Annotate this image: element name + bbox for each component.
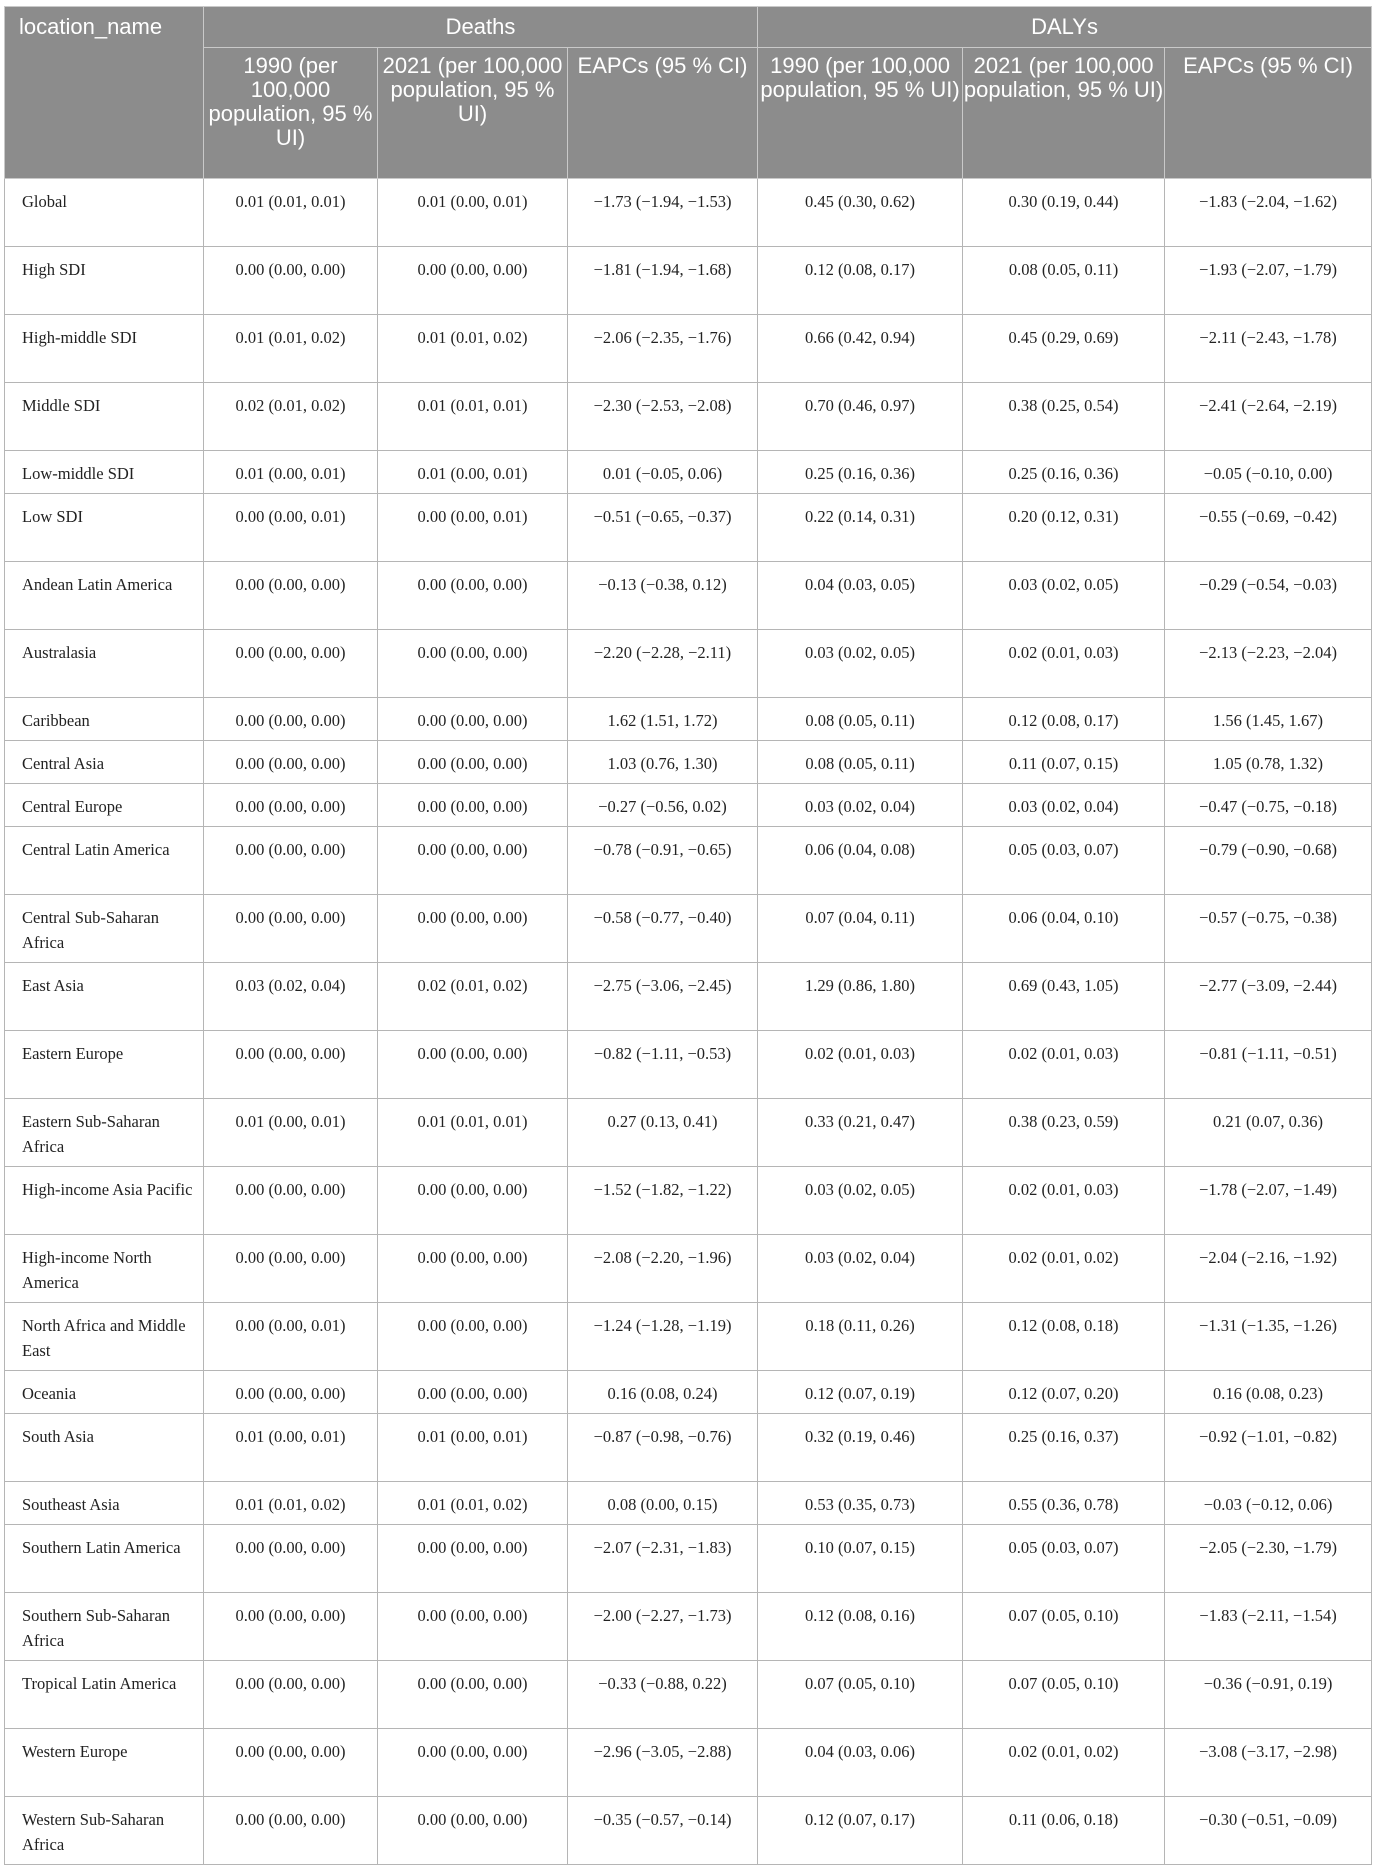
dalys-eapc-cell: −0.03 (−0.12, 0.06)	[1165, 1482, 1372, 1525]
deaths-eapc-cell	[568, 630, 758, 698]
dalys-eapc-cell: −0.55 (−0.69, −0.42)	[1165, 494, 1372, 562]
deaths-1990-cell: 0.01 (0.00, 0.01)	[204, 1099, 378, 1167]
deaths-eapc-cell	[568, 247, 758, 315]
dalys-eapc-cell: −1.93 (−2.07, −1.79)	[1165, 247, 1372, 315]
dalys-2021-cell: 0.06 (0.04, 0.10)	[963, 895, 1165, 963]
table-row	[5, 494, 1372, 562]
deaths-2021-cell: 0.00 (0.00, 0.00)	[378, 1371, 568, 1414]
dalys-2021-cell: 0.25 (0.16, 0.37)	[963, 1414, 1165, 1482]
deaths-eapc-value: 0.08 (0.00, 0.15)	[607, 1495, 718, 1514]
location-name-cell: Western Europe	[5, 1729, 204, 1797]
dalys-2021-cell: 0.03 (0.02, 0.04)	[963, 784, 1165, 827]
deaths-eapc-value: −0.33 (−0.88, 0.22)	[598, 1674, 727, 1693]
dalys-eapc-cell: −2.77 (−3.09, −2.44)	[1165, 963, 1372, 1031]
deaths-eapc-cell	[568, 784, 758, 827]
dalys-2021-cell: 0.20 (0.12, 0.31)	[963, 494, 1165, 562]
dalys-2021-cell: 0.08 (0.05, 0.11)	[963, 247, 1165, 315]
dalys-eapc-cell: −0.79 (−0.90, −0.68)	[1165, 827, 1372, 895]
deaths-1990-cell: 0.01 (0.01, 0.02)	[204, 315, 378, 383]
deaths-2021-cell: 0.01 (0.00, 0.01)	[378, 1414, 568, 1482]
deaths-1990-cell: 0.00 (0.00, 0.00)	[204, 741, 378, 784]
dalys-eapc-cell: −0.57 (−0.75, −0.38)	[1165, 895, 1372, 963]
table-row	[5, 1099, 1372, 1167]
deaths-2021-cell: 0.00 (0.00, 0.00)	[378, 1797, 568, 1865]
dalys-1990-cell: 0.25 (0.16, 0.36)	[758, 451, 963, 494]
location-name-cell: Southern Sub-Saharan Africa	[5, 1593, 204, 1661]
table-header	[5, 7, 1372, 179]
deaths-eapc-value: −0.13 (−0.38, 0.12)	[598, 575, 727, 594]
deaths-1990-cell: 0.01 (0.00, 0.01)	[204, 1414, 378, 1482]
dalys-1990-cell: 0.45 (0.30, 0.62)	[758, 179, 963, 247]
deaths-2021-cell: 0.02 (0.01, 0.02)	[378, 963, 568, 1031]
deaths-2021-cell: 0.01 (0.01, 0.02)	[378, 1482, 568, 1525]
location-name-cell: Southeast Asia	[5, 1482, 204, 1525]
dalys-2021-cell: 0.11 (0.06, 0.18)	[963, 1797, 1165, 1865]
table-row	[5, 315, 1372, 383]
location-name-cell: Low-middle SDI	[5, 451, 204, 494]
location-name-cell: Eastern Europe	[5, 1031, 204, 1099]
location-name-cell: High-middle SDI	[5, 315, 204, 383]
deaths-eapc-cell	[568, 1303, 758, 1371]
location-name-cell: Tropical Latin America	[5, 1661, 204, 1729]
deaths-1990-cell: 0.00 (0.00, 0.00)	[204, 1661, 378, 1729]
deaths-eapc-cell	[568, 494, 758, 562]
dalys-1990-cell: 0.08 (0.05, 0.11)	[758, 741, 963, 784]
deaths-2021-cell: 0.00 (0.00, 0.00)	[378, 1661, 568, 1729]
deaths-1990-cell: 0.00 (0.00, 0.00)	[204, 1167, 378, 1235]
dalys-1990-cell: 0.04 (0.03, 0.06)	[758, 1729, 963, 1797]
deaths-1990-cell: 0.00 (0.00, 0.00)	[204, 630, 378, 698]
deaths-2021-cell: 0.01 (0.00, 0.01)	[378, 179, 568, 247]
table-row	[5, 963, 1372, 1031]
table-row	[5, 1235, 1372, 1303]
table-row	[5, 895, 1372, 963]
dalys-2021-cell: 0.02 (0.01, 0.02)	[963, 1235, 1165, 1303]
dalys-2021-cell: 0.12 (0.07, 0.20)	[963, 1371, 1165, 1414]
deaths-2021-cell: 0.00 (0.00, 0.01)	[378, 494, 568, 562]
deaths-2021-cell: 0.00 (0.00, 0.00)	[378, 1729, 568, 1797]
dalys-1990-cell: 0.66 (0.42, 0.94)	[758, 315, 963, 383]
dalys-eapc-cell: −1.83 (−2.11, −1.54)	[1165, 1593, 1372, 1661]
deaths-eapc-cell	[568, 1482, 758, 1525]
dalys-1990-cell: 0.22 (0.14, 0.31)	[758, 494, 963, 562]
table-row	[5, 179, 1372, 247]
deaths-2021-cell: 0.00 (0.00, 0.00)	[378, 827, 568, 895]
table-row	[5, 247, 1372, 315]
location-name-cell: Eastern Sub-Saharan Africa	[5, 1099, 204, 1167]
deaths-2021-cell: 0.01 (0.00, 0.01)	[378, 451, 568, 494]
deaths-1990-cell: 0.00 (0.00, 0.00)	[204, 1729, 378, 1797]
deaths-eapc-cell	[568, 741, 758, 784]
table-row	[5, 741, 1372, 784]
deaths-1990-cell: 0.00 (0.00, 0.00)	[204, 1235, 378, 1303]
header-deaths: Deaths	[204, 7, 758, 48]
header-deaths-eapc: EAPCs (95 % CI)	[568, 48, 758, 179]
dalys-1990-cell: 0.03 (0.02, 0.05)	[758, 1167, 963, 1235]
table-row	[5, 451, 1372, 494]
deaths-eapc-value: −1.24 (−1.28, −1.19)	[593, 1316, 732, 1335]
dalys-2021-cell: 0.02 (0.01, 0.03)	[963, 1167, 1165, 1235]
deaths-1990-cell: 0.00 (0.00, 0.01)	[204, 1303, 378, 1371]
location-name-cell: Global	[5, 179, 204, 247]
deaths-eapc-value: −0.35 (−0.57, −0.14)	[593, 1810, 732, 1829]
deaths-2021-cell: 0.01 (0.01, 0.02)	[378, 315, 568, 383]
dalys-2021-cell: 0.38 (0.23, 0.59)	[963, 1099, 1165, 1167]
table-row	[5, 698, 1372, 741]
dalys-2021-cell: 0.30 (0.19, 0.44)	[963, 179, 1165, 247]
deaths-eapc-value: −0.82 (−1.11, −0.53)	[593, 1044, 732, 1063]
dalys-eapc-cell: −0.47 (−0.75, −0.18)	[1165, 784, 1372, 827]
header-dalys-eapc: EAPCs (95 % CI)	[1165, 48, 1372, 179]
dalys-1990-cell: 0.12 (0.08, 0.16)	[758, 1593, 963, 1661]
deaths-eapc-cell	[568, 1729, 758, 1797]
deaths-eapc-cell	[568, 1797, 758, 1865]
dalys-eapc-cell: −2.04 (−2.16, −1.92)	[1165, 1235, 1372, 1303]
dalys-2021-cell: 0.55 (0.36, 0.78)	[963, 1482, 1165, 1525]
table-row	[5, 383, 1372, 451]
dalys-1990-cell: 0.04 (0.03, 0.05)	[758, 562, 963, 630]
deaths-eapc-value: −0.27 (−0.56, 0.02)	[598, 797, 727, 816]
dalys-1990-cell: 0.06 (0.04, 0.08)	[758, 827, 963, 895]
location-name-cell: Australasia	[5, 630, 204, 698]
deaths-eapc-cell	[568, 1593, 758, 1661]
deaths-eapc-cell	[568, 895, 758, 963]
dalys-1990-cell: 0.03 (0.02, 0.04)	[758, 784, 963, 827]
deaths-eapc-value: −1.52 (−1.82, −1.22)	[593, 1180, 732, 1199]
dalys-2021-cell: 0.02 (0.01, 0.03)	[963, 1031, 1165, 1099]
dalys-1990-cell: 0.18 (0.11, 0.26)	[758, 1303, 963, 1371]
location-name-cell: Middle SDI	[5, 383, 204, 451]
deaths-1990-cell: 0.00 (0.00, 0.00)	[204, 698, 378, 741]
dalys-1990-cell: 0.02 (0.01, 0.03)	[758, 1031, 963, 1099]
dalys-1990-cell: 1.29 (0.86, 1.80)	[758, 963, 963, 1031]
deaths-eapc-value: −0.87 (−0.98, −0.76)	[593, 1427, 732, 1446]
deaths-1990-cell: 0.00 (0.00, 0.00)	[204, 1797, 378, 1865]
dalys-eapc-cell: −1.78 (−2.07, −1.49)	[1165, 1167, 1372, 1235]
dalys-eapc-cell: −1.83 (−2.04, −1.62)	[1165, 179, 1372, 247]
header-location-name: location_name	[5, 7, 204, 179]
table-row	[5, 1797, 1372, 1865]
dalys-eapc-cell: 1.56 (1.45, 1.67)	[1165, 698, 1372, 741]
dalys-1990-cell: 0.12 (0.07, 0.17)	[758, 1797, 963, 1865]
dalys-eapc-cell: −0.30 (−0.51, −0.09)	[1165, 1797, 1372, 1865]
table-row	[5, 562, 1372, 630]
dalys-eapc-cell: −0.29 (−0.54, −0.03)	[1165, 562, 1372, 630]
deaths-1990-cell: 0.00 (0.00, 0.00)	[204, 1371, 378, 1414]
deaths-2021-cell: 0.00 (0.00, 0.00)	[378, 741, 568, 784]
location-name-cell: East Asia	[5, 963, 204, 1031]
dalys-eapc-cell: −2.05 (−2.30, −1.79)	[1165, 1525, 1372, 1593]
dalys-2021-cell: 0.12 (0.08, 0.17)	[963, 698, 1165, 741]
deaths-1990-cell: 0.00 (0.00, 0.00)	[204, 562, 378, 630]
deaths-2021-cell: 0.00 (0.00, 0.00)	[378, 698, 568, 741]
dalys-1990-cell: 0.12 (0.07, 0.19)	[758, 1371, 963, 1414]
deaths-eapc-value: −0.78 (−0.91, −0.65)	[593, 840, 732, 859]
deaths-eapc-cell	[568, 963, 758, 1031]
dalys-2021-cell: 0.12 (0.08, 0.18)	[963, 1303, 1165, 1371]
deaths-2021-cell: 0.00 (0.00, 0.00)	[378, 1167, 568, 1235]
header-deaths-1990: 1990 (per 100,000 population, 95 % UI)	[204, 48, 378, 179]
table-row	[5, 1303, 1372, 1371]
deaths-eapc-cell	[568, 827, 758, 895]
table-row	[5, 1593, 1372, 1661]
header-dalys-1990: 1990 (per 100,000 population, 95 % UI)	[758, 48, 963, 179]
dalys-1990-cell: 0.10 (0.07, 0.15)	[758, 1525, 963, 1593]
deaths-1990-cell: 0.00 (0.00, 0.01)	[204, 494, 378, 562]
dalys-2021-cell: 0.03 (0.02, 0.05)	[963, 562, 1165, 630]
dalys-2021-cell: 0.05 (0.03, 0.07)	[963, 827, 1165, 895]
dalys-1990-cell: 0.03 (0.02, 0.05)	[758, 630, 963, 698]
location-name-cell: Central Europe	[5, 784, 204, 827]
dalys-1990-cell: 0.08 (0.05, 0.11)	[758, 698, 963, 741]
deaths-eapc-value: −0.51 (−0.65, −0.37)	[593, 507, 732, 526]
deaths-1990-cell: 0.00 (0.00, 0.00)	[204, 1031, 378, 1099]
table-row	[5, 1167, 1372, 1235]
deaths-2021-cell: 0.00 (0.00, 0.00)	[378, 1593, 568, 1661]
dalys-eapc-cell: −2.41 (−2.64, −2.19)	[1165, 383, 1372, 451]
location-name-cell: Andean Latin America	[5, 562, 204, 630]
table-row	[5, 1031, 1372, 1099]
dalys-eapc-cell: −2.11 (−2.43, −1.78)	[1165, 315, 1372, 383]
dalys-1990-cell: 0.33 (0.21, 0.47)	[758, 1099, 963, 1167]
deaths-1990-cell: 0.01 (0.00, 0.01)	[204, 451, 378, 494]
table-row	[5, 1414, 1372, 1482]
deaths-eapc-cell	[568, 451, 758, 494]
deaths-eapc-value: 1.03 (0.76, 1.30)	[607, 754, 718, 773]
deaths-eapc-cell	[568, 562, 758, 630]
deaths-eapc-value: −1.73 (−1.94, −1.53)	[593, 192, 732, 211]
dalys-eapc-cell: 0.16 (0.08, 0.23)	[1165, 1371, 1372, 1414]
deaths-1990-cell: 0.00 (0.00, 0.00)	[204, 895, 378, 963]
deaths-eapc-value: −2.96 (−3.05, −2.88)	[593, 1742, 732, 1761]
deaths-1990-cell: 0.00 (0.00, 0.00)	[204, 784, 378, 827]
deaths-eapc-value: −2.07 (−2.31, −1.83)	[593, 1538, 732, 1557]
location-name-cell: Central Asia	[5, 741, 204, 784]
deaths-1990-cell: 0.00 (0.00, 0.00)	[204, 827, 378, 895]
deaths-eapc-value: −2.30 (−2.53, −2.08)	[593, 396, 732, 415]
deaths-eapc-value: −1.81 (−1.94, −1.68)	[593, 260, 732, 279]
deaths-eapc-value: 0.27 (0.13, 0.41)	[607, 1112, 718, 1131]
dalys-2021-cell: 0.45 (0.29, 0.69)	[963, 315, 1165, 383]
dalys-1990-cell: 0.53 (0.35, 0.73)	[758, 1482, 963, 1525]
dalys-2021-cell: 0.69 (0.43, 1.05)	[963, 963, 1165, 1031]
dalys-eapc-cell: −0.36 (−0.91, 0.19)	[1165, 1661, 1372, 1729]
dalys-2021-cell: 0.05 (0.03, 0.07)	[963, 1525, 1165, 1593]
dalys-1990-cell: 0.07 (0.05, 0.10)	[758, 1661, 963, 1729]
deaths-1990-cell: 0.01 (0.01, 0.01)	[204, 179, 378, 247]
location-name-cell: Central Sub-Saharan Africa	[5, 895, 204, 963]
deaths-2021-cell: 0.00 (0.00, 0.00)	[378, 1525, 568, 1593]
deaths-eapc-cell	[568, 1167, 758, 1235]
deaths-eapc-value: −2.08 (−2.20, −1.96)	[593, 1248, 732, 1267]
dalys-1990-cell: 0.07 (0.04, 0.11)	[758, 895, 963, 963]
deaths-eapc-value: −2.00 (−2.27, −1.73)	[593, 1606, 732, 1625]
dalys-eapc-cell: −0.05 (−0.10, 0.00)	[1165, 451, 1372, 494]
table-row	[5, 630, 1372, 698]
deaths-eapc-cell	[568, 1371, 758, 1414]
table-row	[5, 1371, 1372, 1414]
dalys-2021-cell: 0.38 (0.25, 0.54)	[963, 383, 1165, 451]
table-row	[5, 827, 1372, 895]
header-dalys: DALYs	[758, 7, 1372, 48]
location-name-cell: High-income Asia Pacific	[5, 1167, 204, 1235]
deaths-2021-cell: 0.00 (0.00, 0.00)	[378, 247, 568, 315]
deaths-eapc-value: −2.06 (−2.35, −1.76)	[593, 328, 732, 347]
dalys-1990-cell: 0.12 (0.08, 0.17)	[758, 247, 963, 315]
location-name-cell: North Africa and Middle East	[5, 1303, 204, 1371]
location-name-cell: Southern Latin America	[5, 1525, 204, 1593]
dalys-2021-cell: 0.11 (0.07, 0.15)	[963, 741, 1165, 784]
deaths-eapc-cell	[568, 1661, 758, 1729]
dalys-1990-cell: 0.70 (0.46, 0.97)	[758, 383, 963, 451]
dalys-1990-cell: 0.32 (0.19, 0.46)	[758, 1414, 963, 1482]
dalys-eapc-cell: −2.13 (−2.23, −2.04)	[1165, 630, 1372, 698]
dalys-2021-cell: 0.07 (0.05, 0.10)	[963, 1593, 1165, 1661]
dalys-2021-cell: 0.02 (0.01, 0.03)	[963, 630, 1165, 698]
location-name-cell: Caribbean	[5, 698, 204, 741]
deaths-eapc-cell	[568, 315, 758, 383]
data-table	[4, 6, 1372, 1865]
dalys-1990-cell: 0.03 (0.02, 0.04)	[758, 1235, 963, 1303]
header-dalys-2021: 2021 (per 100,000 population, 95 % UI)	[963, 48, 1165, 179]
deaths-eapc-cell	[568, 383, 758, 451]
location-name-cell: Low SDI	[5, 494, 204, 562]
table-row	[5, 1729, 1372, 1797]
deaths-2021-cell: 0.01 (0.01, 0.01)	[378, 383, 568, 451]
location-name-cell: High SDI	[5, 247, 204, 315]
deaths-1990-cell: 0.02 (0.01, 0.02)	[204, 383, 378, 451]
dalys-2021-cell: 0.07 (0.05, 0.10)	[963, 1661, 1165, 1729]
dalys-eapc-cell: −3.08 (−3.17, −2.98)	[1165, 1729, 1372, 1797]
deaths-1990-cell: 0.03 (0.02, 0.04)	[204, 963, 378, 1031]
deaths-1990-cell: 0.00 (0.00, 0.00)	[204, 247, 378, 315]
dalys-eapc-cell: −1.31 (−1.35, −1.26)	[1165, 1303, 1372, 1371]
location-name-cell: High-income North America	[5, 1235, 204, 1303]
deaths-eapc-value: 1.62 (1.51, 1.72)	[607, 711, 718, 730]
deaths-2021-cell: 0.01 (0.01, 0.01)	[378, 1099, 568, 1167]
table-body	[5, 179, 1372, 1865]
location-name-cell: Oceania	[5, 1371, 204, 1414]
table-row	[5, 1482, 1372, 1525]
dalys-2021-cell: 0.25 (0.16, 0.36)	[963, 451, 1165, 494]
table-row	[5, 1525, 1372, 1593]
deaths-2021-cell: 0.00 (0.00, 0.00)	[378, 1303, 568, 1371]
dalys-eapc-cell: 0.21 (0.07, 0.36)	[1165, 1099, 1372, 1167]
deaths-eapc-value: −2.20 (−2.28, −2.11)	[593, 643, 732, 662]
deaths-eapc-value: −0.58 (−0.77, −0.40)	[593, 908, 732, 927]
deaths-eapc-cell	[568, 1031, 758, 1099]
table-row	[5, 1661, 1372, 1729]
deaths-2021-cell: 0.00 (0.00, 0.00)	[378, 562, 568, 630]
header-deaths-2021: 2021 (per 100,000 population, 95 % UI)	[378, 48, 568, 179]
deaths-2021-cell: 0.00 (0.00, 0.00)	[378, 1031, 568, 1099]
deaths-1990-cell: 0.00 (0.00, 0.00)	[204, 1593, 378, 1661]
deaths-2021-cell: 0.00 (0.00, 0.00)	[378, 1235, 568, 1303]
table-row	[5, 784, 1372, 827]
deaths-eapc-cell	[568, 698, 758, 741]
deaths-eapc-value: 0.16 (0.08, 0.24)	[607, 1384, 718, 1403]
deaths-1990-cell: 0.01 (0.01, 0.02)	[204, 1482, 378, 1525]
deaths-eapc-cell	[568, 1099, 758, 1167]
deaths-2021-cell: 0.00 (0.00, 0.00)	[378, 784, 568, 827]
dalys-eapc-cell: 1.05 (0.78, 1.32)	[1165, 741, 1372, 784]
deaths-1990-cell: 0.00 (0.00, 0.00)	[204, 1525, 378, 1593]
deaths-eapc-cell	[568, 179, 758, 247]
location-name-cell: South Asia	[5, 1414, 204, 1482]
deaths-eapc-value: 0.01 (−0.05, 0.06)	[602, 464, 723, 483]
deaths-2021-cell: 0.00 (0.00, 0.00)	[378, 895, 568, 963]
location-name-cell: Western Sub-Saharan Africa	[5, 1797, 204, 1865]
location-name-cell: Central Latin America	[5, 827, 204, 895]
dalys-eapc-cell: −0.92 (−1.01, −0.82)	[1165, 1414, 1372, 1482]
deaths-eapc-cell	[568, 1235, 758, 1303]
deaths-2021-cell: 0.00 (0.00, 0.00)	[378, 630, 568, 698]
dalys-2021-cell: 0.02 (0.01, 0.02)	[963, 1729, 1165, 1797]
deaths-eapc-value: −2.75 (−3.06, −2.45)	[593, 976, 732, 995]
deaths-eapc-cell	[568, 1525, 758, 1593]
dalys-eapc-cell: −0.81 (−1.11, −0.51)	[1165, 1031, 1372, 1099]
deaths-eapc-cell	[568, 1414, 758, 1482]
